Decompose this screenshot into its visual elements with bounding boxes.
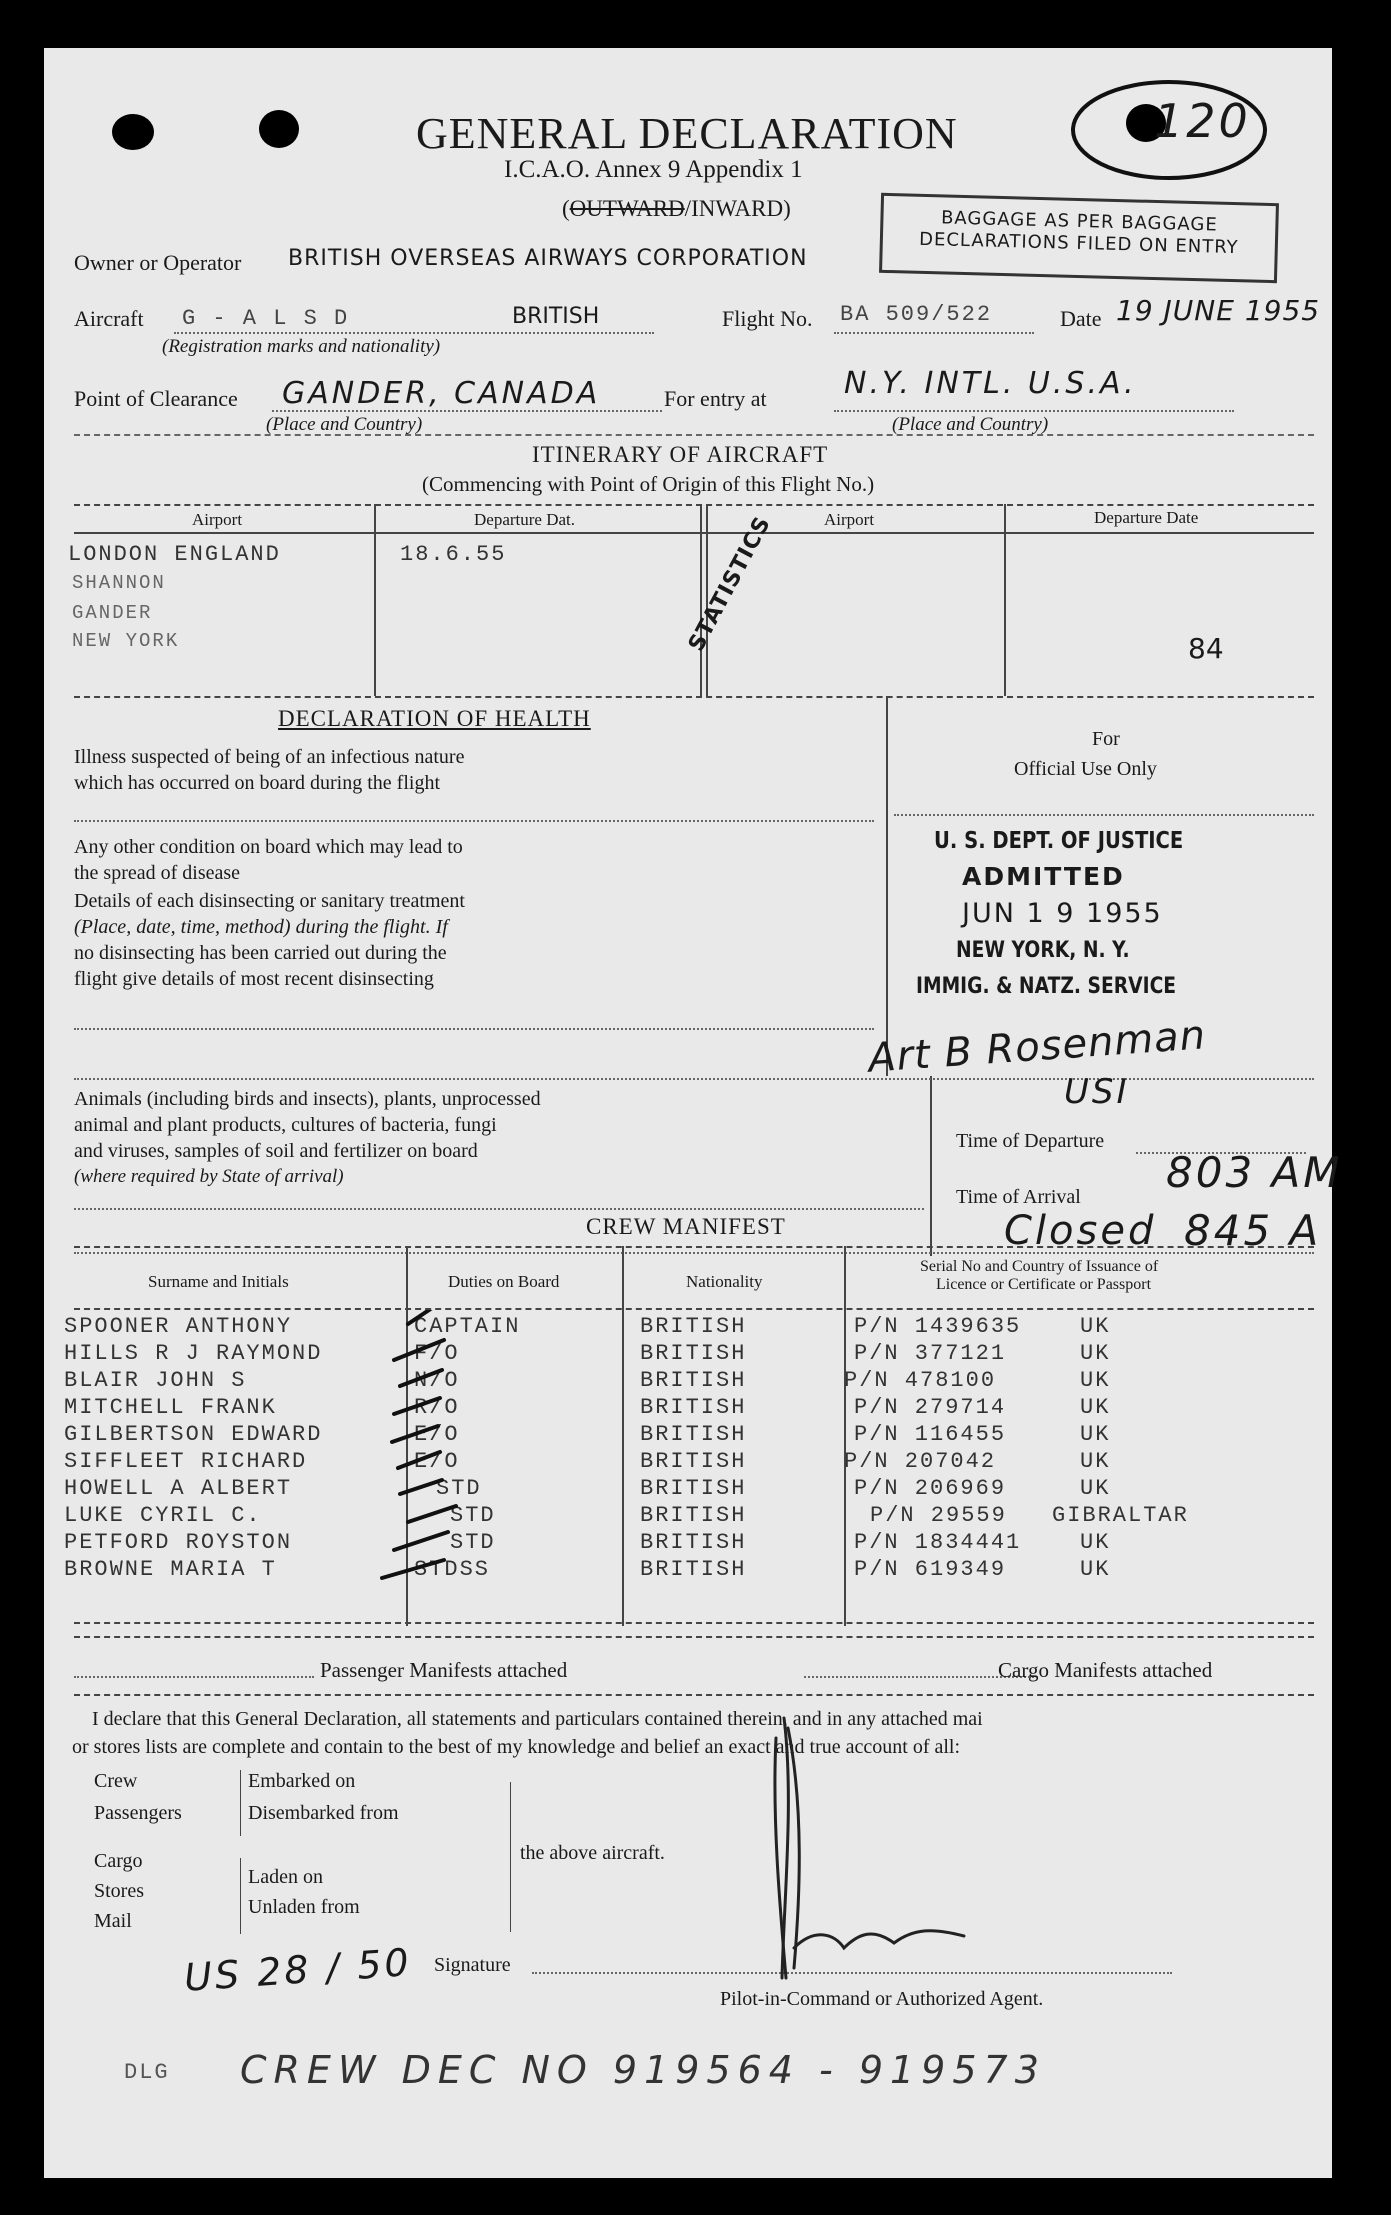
crew-name: LUKE CYRIL C. [64,1503,262,1528]
aircraft-label: Aircraft [74,306,144,331]
crew-passport: P/N 1439635 [854,1314,1022,1339]
aircraft-registration: G - A L S D [182,306,350,331]
crew-name: BROWNE MARIA T [64,1557,277,1582]
ins-stamp-line4: NEW YORK, N. Y. [956,938,1130,963]
crew-name: HILLS R J RAYMOND [64,1341,323,1366]
itinerary-header-departure-left: Departure Dat. [474,510,576,529]
crew-passport: P/N 206969 [854,1476,1007,1501]
ins-stamp-line2: ADMITTED [962,862,1125,891]
declaration-line1: I declare that this General Declaration, all statements and particulars contained therein, and in any attached mai [92,1708,983,1730]
itinerary-row-date: 18.6.55 [400,542,507,567]
itinerary-header-airport-left: Airport [192,510,243,529]
crew-header-rule [74,1308,1314,1310]
direction: (OUTWARD/INWARD) [562,196,791,221]
decl-above-aircraft: the above aircraft. [520,1842,665,1864]
crew-name: BLAIR JOHN S [64,1368,247,1393]
health-illness-dotline [74,820,874,822]
health-disinsect-dotline [74,1028,874,1030]
crew-header-name: Surname and Initials [148,1272,289,1291]
itinerary-row-airport: NEW YORK [72,630,180,652]
official-dotline [894,814,1314,816]
baggage-stamp [879,193,1279,283]
health-other-line: the spread of disease [74,862,241,884]
crew-country: UK [1080,1449,1111,1474]
crew-nationality: BRITISH [640,1395,747,1420]
crew-duty: CAPTAIN [414,1314,521,1339]
cargo-manifest-label: Cargo Manifests attached [998,1658,1213,1682]
clearance-label: Point of Clearance [74,386,238,411]
crew-passport: P/N 207042 [844,1449,997,1474]
decl-mid-embarked: Embarked on [248,1770,356,1792]
health-animals-line: animal and plant products, cultures of bacteria, fungi [74,1114,497,1136]
page-number: 120 [1154,94,1251,148]
officer-signature: Art B Rosenman [866,1012,1208,1082]
departure-time-label: Time of Departure [956,1130,1105,1152]
crew-header-duties: Duties on Board [448,1272,560,1291]
passenger-manifest-label: Passenger Manifests attached [320,1658,568,1682]
crew-nationality: BRITISH [640,1422,747,1447]
punch-hole-left [112,114,154,150]
health-animals-line: and viruses, samples of soil and fertilizer on board [74,1140,478,1162]
crew-name: PETFORD ROYSTON [64,1530,293,1555]
signature-label: Signature [434,1954,511,1976]
itinerary-col3 [1004,504,1006,696]
health-top-rule [74,696,1314,698]
passenger-manifest-dotline [74,1676,314,1678]
footer-crew-dec: CREW DEC NO 919564 - 919573 [240,2048,1046,2092]
decl-left-crew: Crew [94,1770,138,1792]
decl-brace-top [240,1770,241,1836]
crew-passport: P/N 478100 [844,1368,997,1393]
health-divider-lower [930,1076,932,1256]
ins-stamp-line3: JUN 1 9 1955 [962,898,1163,929]
owner-label: Owner or Operator [74,250,242,275]
crew-country: UK [1080,1557,1111,1582]
health-disinsect-line: no disinsecting has been carried out during the [74,942,447,964]
baggage-stamp-line1: BAGGAGE AS PER BAGGAGE [940,207,1219,236]
entry-caption: (Place and Country) [892,414,1049,435]
health-animals-dotline [74,1208,924,1210]
entry-value: N.Y. INTL. U.S.A. [844,366,1137,401]
itinerary-row-airport: SHANNON [72,572,166,594]
declaration-line2: or stores lists are complete and contain to the best of my knowledge and belief an exact and true account of all: [72,1736,961,1758]
crew-passport: P/N 619349 [854,1557,1007,1582]
arrival-time-value: 803 AM [1166,1148,1343,1197]
health-divider [886,696,888,1076]
crew-nationality: BRITISH [640,1503,747,1528]
clearance-dotline [272,410,662,412]
crew-passport: P/N 279714 [854,1395,1007,1420]
officer-title: USI [1064,1072,1130,1112]
crew-col-serial [844,1246,846,1626]
decl-mid-unladen: Unladen from [248,1896,360,1918]
crew-nationality: BRITISH [640,1368,747,1393]
crew-name: HOWELL A ALBERT [64,1476,293,1501]
crew-country: UK [1080,1422,1111,1447]
statistics-stamp: STATISTICS [684,512,777,656]
decl-left-mail: Mail [94,1910,132,1932]
crew-duty: STD [450,1530,496,1555]
crew-country: UK [1080,1341,1111,1366]
crew-country: UK [1080,1395,1111,1420]
crew-name: MITCHELL FRANK [64,1395,277,1420]
date-value: 19 JUNE 1955 [1116,294,1321,327]
crew-top-rule [74,1246,1314,1248]
flight-value: BA 509/522 [840,302,993,327]
decl-left-cargo: Cargo [94,1850,143,1872]
crew-country: UK [1080,1530,1111,1555]
pilot-label: Pilot-in-Command or Authorized Agent. [720,1988,1044,2010]
itinerary-number: 84 [1188,632,1224,665]
direction-value: INWARD [691,196,784,221]
itinerary-row-airport: GANDER [72,602,153,624]
health-other-line: Any other condition on board which may lead to [74,836,463,858]
itinerary-subheader-rule [74,532,1314,534]
flight-dotline [834,332,1034,334]
itinerary-header-departure-right: Departure Date [1094,508,1199,527]
manifest-rule [74,1694,1314,1696]
crew-bottom-rule [74,1622,1314,1624]
crew-bottom-rule2 [74,1636,1314,1638]
entry-dotline [834,410,1234,412]
decl-left-stores: Stores [94,1880,144,1902]
crew-duty: E/O [414,1422,460,1447]
duty-pen-strikes [364,1310,484,1630]
footer-dlg: DLG [124,2060,170,2085]
health-disinsect-line: (Place, date, time, method) during the flight. If [74,916,448,938]
crew-duty: STDSS [414,1557,491,1582]
clearance-caption: (Place and Country) [266,414,423,435]
decl-hand-notes: US 28 / 50 [182,1940,413,2000]
aircraft-nationality: BRITISH [512,304,600,329]
itinerary-row-airport: LONDON ENGLAND [68,542,281,567]
crew-header-serial2: Licence or Certificate or Passport [936,1276,1152,1293]
health-illness-line: which has occurred on board during the flight [74,772,441,794]
health-animals-line: Animals (including birds and insects), plants, unprocessed [74,1088,541,1110]
ins-stamp-line1: U. S. DEPT. OF JUSTICE [934,828,1184,854]
arrival-time-label: Time of Arrival [956,1186,1081,1208]
clearance-value: GANDER, CANADA [282,376,601,411]
itinerary-subtitle: (Commencing with Point of Origin of this Flight No.) [422,472,875,496]
aircraft-dotline [174,332,654,334]
crew-country: UK [1080,1368,1111,1393]
declaration-form [44,48,1343,2178]
crew-name: SIFFLEET RICHARD [64,1449,308,1474]
owner-value: BRITISH OVERSEAS AIRWAYS CORPORATION [288,246,808,271]
crew-nationality: BRITISH [640,1557,747,1582]
crew-nationality: BRITISH [640,1476,747,1501]
decl-mid-disembarked: Disembarked from [248,1802,399,1824]
closed-time-value: 845 A [1184,1206,1322,1255]
flight-label: Flight No. [722,306,813,331]
crew-country: UK [1080,1314,1111,1339]
crew-header-nat: Nationality [686,1272,763,1291]
date-label: Date [1060,306,1102,331]
ins-stamp-line5: IMMIG. & NATZ. SERVICE [916,974,1177,999]
health-animals-line: (where required by State of arrival) [74,1166,344,1187]
crew-passport: P/N 377121 [854,1341,1007,1366]
decl-brace-bottom [240,1858,241,1934]
decl-mid-laden: Laden on [248,1866,323,1888]
direction-struck: OUTWARD [569,196,685,221]
crew-col-nat [622,1246,624,1626]
crew-nationality: BRITISH [640,1314,747,1339]
crew-country: UK [1080,1476,1111,1501]
crew-duty: STD [436,1476,482,1501]
form-title: GENERAL DECLARATION [416,109,958,158]
crew-name: GILBERTSON EDWARD [64,1422,323,1447]
baggage-stamp-line2: DECLARATIONS FILED ON ENTRY [918,228,1239,259]
closed-label: Closed [1004,1208,1157,1254]
form-subtitle: I.C.A.O. Annex 9 Appendix 1 [504,156,803,183]
crew-header-serial1: Serial No and Country of Issuance of [920,1258,1159,1275]
itinerary-header-airport-right: Airport [824,510,875,529]
official-for: For [1092,728,1120,750]
crew-name: SPOONER ANTHONY [64,1314,293,1339]
itinerary-title: ITINERARY OF AIRCRAFT [532,442,829,467]
crew-passport: P/N 116455 [854,1422,1007,1447]
crew-nationality: BRITISH [640,1449,747,1474]
crew-duty: E/O [414,1449,460,1474]
official-use-only: Official Use Only [1014,758,1157,780]
decl-brace-right [510,1782,511,1932]
crew-nationality: BRITISH [640,1341,747,1366]
health-title: DECLARATION OF HEALTH [278,706,591,731]
crew-duty: STD [450,1503,496,1528]
health-disinsect-line: flight give details of most recent disinsecting [74,968,434,990]
health-illness-line: Illness suspected of being of an infectious nature [74,746,465,768]
crew-duty: F/O [414,1341,460,1366]
crew-title: CREW MANIFEST [586,1214,786,1239]
itinerary-top-rule [74,434,1314,436]
itinerary-header-rule [74,504,1314,506]
aircraft-caption: (Registration marks and nationality) [162,336,441,357]
itinerary-col2 [700,504,702,696]
punch-hole-right [259,110,299,148]
entry-label: For entry at [664,386,767,411]
crew-passport: P/N 29559 [870,1503,1007,1528]
pilot-signature [724,1678,1044,2008]
health-disinsect-line: Details of each disinsecting or sanitary treatment [74,890,465,912]
crew-duty: R/O [414,1395,460,1420]
crew-passport: P/N 1834441 [854,1530,1022,1555]
crew-country: GIBRALTAR [1052,1503,1189,1528]
itinerary-col1 [374,504,376,696]
crew-nationality: BRITISH [640,1530,747,1555]
crew-duty: N/O [414,1368,460,1393]
decl-left-passengers: Passengers [94,1802,182,1824]
